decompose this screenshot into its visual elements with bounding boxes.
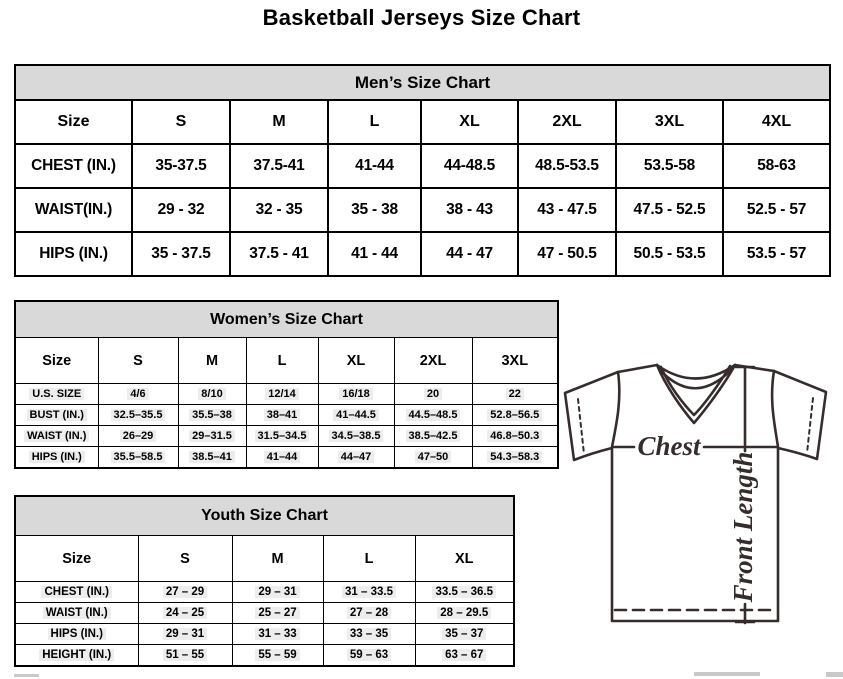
womens-cell: 38.5–42.5 bbox=[394, 426, 472, 447]
youth-cell: 28 – 29.5 bbox=[415, 603, 514, 624]
mens-cell: 58-63 bbox=[723, 144, 830, 188]
jersey-outline-shape bbox=[565, 365, 826, 621]
womens-cell: 31.5–34.5 bbox=[246, 426, 318, 447]
armhole-seam-right bbox=[772, 371, 778, 447]
mens-cell: 44-48.5 bbox=[421, 144, 518, 188]
mens-row-label: HIPS (IN.) bbox=[15, 232, 132, 276]
mens-cell: 29 - 32 bbox=[132, 188, 230, 232]
womens-row-label: HIPS (IN.) bbox=[15, 447, 98, 469]
page-title: Basketball Jerseys Size Chart bbox=[262, 5, 581, 30]
youth-column-header: Size bbox=[15, 536, 138, 582]
youth-cell: 31 – 33 bbox=[232, 624, 323, 645]
womens-cell: 20 bbox=[394, 384, 472, 405]
mens-cell: 37.5-41 bbox=[230, 144, 328, 188]
womens-cell: 4/6 bbox=[98, 384, 178, 405]
mens-column-header: 2XL bbox=[518, 100, 616, 144]
womens-cell: 35.5–38 bbox=[178, 405, 246, 426]
womens-row-label: BUST (IN.) bbox=[15, 405, 98, 426]
womens-column-header: 3XL bbox=[472, 338, 558, 384]
youth-cell: 27 – 29 bbox=[138, 582, 232, 603]
mens-cell: 47 - 50.5 bbox=[518, 232, 616, 276]
youth-table-row bbox=[15, 645, 514, 667]
womens-chart-title: Women’s Size Chart bbox=[15, 301, 558, 338]
mens-row-label: CHEST (IN.) bbox=[15, 144, 132, 188]
youth-cell: 29 – 31 bbox=[232, 582, 323, 603]
mens-column-header: 4XL bbox=[723, 100, 830, 144]
womens-cell: 44–47 bbox=[318, 447, 394, 469]
womens-cell: 44.5–48.5 bbox=[394, 405, 472, 426]
youth-column-header: L bbox=[323, 536, 415, 582]
womens-cell: 32.5–35.5 bbox=[98, 405, 178, 426]
womens-column-header: 2XL bbox=[394, 338, 472, 384]
cutoff-fragment-middle bbox=[694, 672, 760, 676]
mens-cell: 50.5 - 53.5 bbox=[616, 232, 723, 276]
youth-table bbox=[14, 495, 515, 667]
youth-row-label: CHEST (IN.) bbox=[15, 582, 138, 603]
mens-cell: 53.5-58 bbox=[616, 144, 723, 188]
youth-row-label: HIPS (IN.) bbox=[15, 624, 138, 645]
youth-cell: 25 – 27 bbox=[232, 603, 323, 624]
womens-cell: 34.5–38.5 bbox=[318, 426, 394, 447]
youth-cell: 35 – 37 bbox=[415, 624, 514, 645]
youth-cell: 24 – 25 bbox=[138, 603, 232, 624]
youth-column-header: S bbox=[138, 536, 232, 582]
mens-column-header: XL bbox=[421, 100, 518, 144]
mens-column-header: M bbox=[230, 100, 328, 144]
womens-table-row bbox=[15, 384, 558, 405]
womens-cell: 41–44 bbox=[246, 447, 318, 469]
jersey-measurement-diagram bbox=[558, 361, 834, 631]
mens-cell: 53.5 - 57 bbox=[723, 232, 830, 276]
womens-cell: 12/14 bbox=[246, 384, 318, 405]
mens-cell: 41-44 bbox=[328, 144, 421, 188]
youth-cell: 51 – 55 bbox=[138, 645, 232, 667]
youth-row-label: HEIGHT (IN.) bbox=[15, 645, 138, 667]
front-length-label: Front Length bbox=[728, 451, 758, 603]
youth-cell: 33 – 35 bbox=[323, 624, 415, 645]
cutoff-fragment-left bbox=[14, 674, 39, 677]
mens-cell: 35 - 38 bbox=[328, 188, 421, 232]
womens-table-row bbox=[15, 405, 558, 426]
mens-cell: 43 - 47.5 bbox=[518, 188, 616, 232]
mens-table-row bbox=[15, 232, 830, 276]
womens-cell: 41–44.5 bbox=[318, 405, 394, 426]
mens-chart-title: Men’s Size Chart bbox=[15, 65, 830, 100]
mens-cell: 32 - 35 bbox=[230, 188, 328, 232]
sleeve-dash-left bbox=[578, 399, 584, 454]
womens-cell: 16/18 bbox=[318, 384, 394, 405]
mens-cell: 47.5 - 52.5 bbox=[616, 188, 723, 232]
youth-cell: 31 – 33.5 bbox=[323, 582, 415, 603]
womens-cell: 26–29 bbox=[98, 426, 178, 447]
youth-table-row bbox=[15, 603, 514, 624]
womens-cell: 47–50 bbox=[394, 447, 472, 469]
womens-column-header: L bbox=[246, 338, 318, 384]
mens-table-row bbox=[15, 144, 830, 188]
womens-cell: 38–41 bbox=[246, 405, 318, 426]
womens-cell: 8/10 bbox=[178, 384, 246, 405]
womens-cell: 52.8–56.5 bbox=[472, 405, 558, 426]
youth-cell: 29 – 31 bbox=[138, 624, 232, 645]
womens-column-header: S bbox=[98, 338, 178, 384]
mens-cell: 48.5-53.5 bbox=[518, 144, 616, 188]
mens-cell: 35 - 37.5 bbox=[132, 232, 230, 276]
youth-row-label: WAIST (IN.) bbox=[15, 603, 138, 624]
womens-cell: 35.5–58.5 bbox=[98, 447, 178, 469]
youth-column-header: M bbox=[232, 536, 323, 582]
chest-label: Chest bbox=[637, 431, 701, 461]
womens-column-header: Size bbox=[15, 338, 98, 384]
mens-table bbox=[14, 64, 831, 277]
womens-cell: 46.8–50.3 bbox=[472, 426, 558, 447]
armhole-seam-left bbox=[612, 372, 619, 447]
youth-cell: 63 – 67 bbox=[415, 645, 514, 667]
mens-column-header: S bbox=[132, 100, 230, 144]
youth-cell: 33.5 – 36.5 bbox=[415, 582, 514, 603]
womens-cell: 54.3–58.3 bbox=[472, 447, 558, 469]
cutoff-fragment-right bbox=[826, 672, 843, 677]
mens-cell: 52.5 - 57 bbox=[723, 188, 830, 232]
mens-table-row bbox=[15, 188, 830, 232]
mens-cell: 37.5 - 41 bbox=[230, 232, 328, 276]
womens-table-row bbox=[15, 426, 558, 447]
womens-size-table bbox=[14, 300, 557, 469]
womens-cell: 29–31.5 bbox=[178, 426, 246, 447]
womens-table-row bbox=[15, 447, 558, 469]
mens-column-header: L bbox=[328, 100, 421, 144]
mens-size-table bbox=[14, 64, 829, 277]
womens-row-label: U.S. SIZE bbox=[15, 384, 98, 405]
mens-column-header: 3XL bbox=[616, 100, 723, 144]
youth-cell: 55 – 59 bbox=[232, 645, 323, 667]
womens-row-label: WAIST (IN.) bbox=[15, 426, 98, 447]
mens-row-label: WAIST(IN.) bbox=[15, 188, 132, 232]
youth-table-row bbox=[15, 582, 514, 603]
mens-cell: 38 - 43 bbox=[421, 188, 518, 232]
mens-column-header: Size bbox=[15, 100, 132, 144]
womens-column-header: M bbox=[178, 338, 246, 384]
youth-table-row bbox=[15, 624, 514, 645]
womens-table bbox=[14, 300, 559, 469]
mens-cell: 41 - 44 bbox=[328, 232, 421, 276]
womens-column-header: XL bbox=[318, 338, 394, 384]
womens-cell: 22 bbox=[472, 384, 558, 405]
youth-size-table bbox=[14, 495, 513, 667]
mens-cell: 44 - 47 bbox=[421, 232, 518, 276]
sleeve-dash-right bbox=[807, 398, 813, 453]
youth-column-header: XL bbox=[415, 536, 514, 582]
youth-chart-title: Youth Size Chart bbox=[15, 496, 514, 536]
mens-cell: 35-37.5 bbox=[132, 144, 230, 188]
youth-cell: 59 – 63 bbox=[323, 645, 415, 667]
womens-cell: 38.5–41 bbox=[178, 447, 246, 469]
youth-cell: 27 – 28 bbox=[323, 603, 415, 624]
